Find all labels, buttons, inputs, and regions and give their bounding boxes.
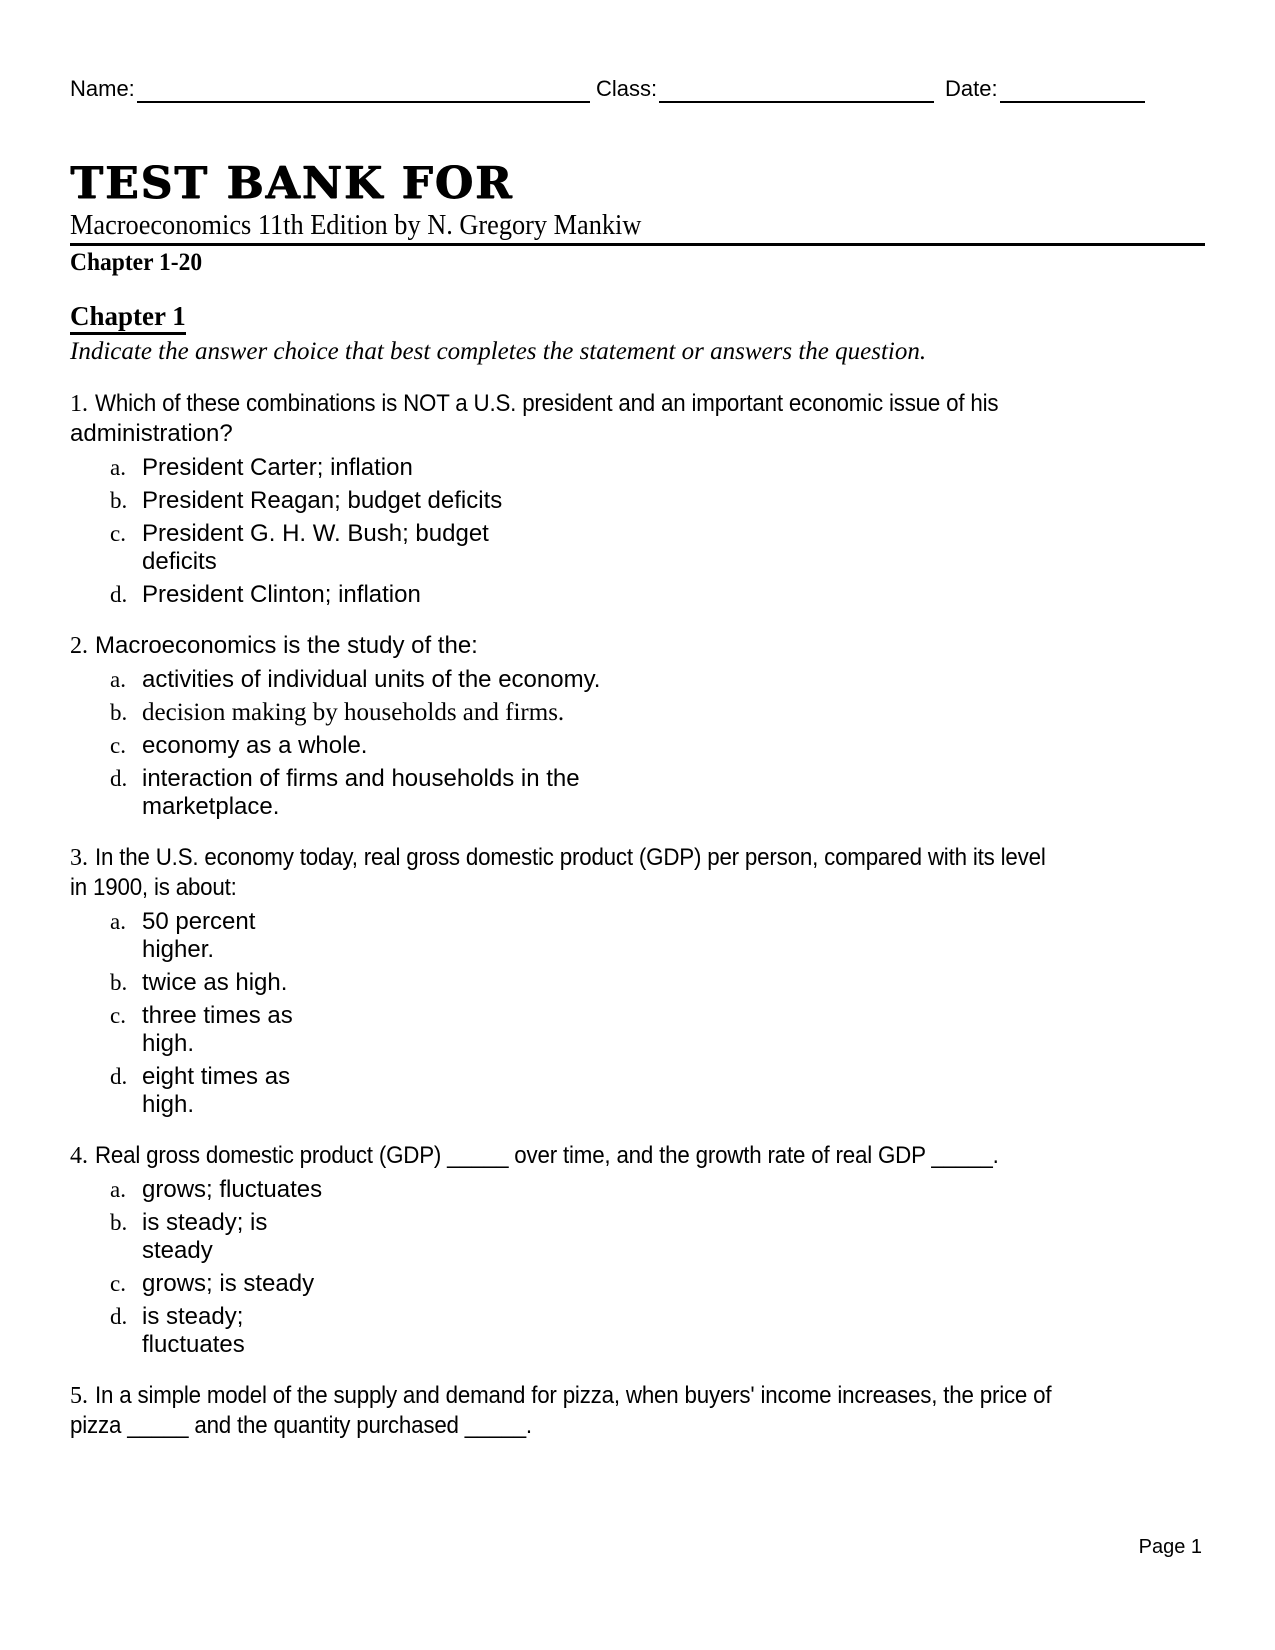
option-text-line: steady — [142, 1237, 213, 1264]
name-label: Name: — [70, 76, 135, 101]
option-letter: d. — [110, 1304, 128, 1329]
option-text — [142, 666, 600, 694]
class-label: Class: — [596, 76, 658, 101]
question-1-stem-line-1: Which of these combinations is NOT a U.S. president and an important economic issue of his — [95, 390, 999, 417]
question-4-number: 4. — [70, 1143, 88, 1169]
question-4-stem-line-1: Real gross domestic product (GDP) _____ over time, and the growth rate of real GDP _____. — [95, 1142, 999, 1169]
question-2-stem — [70, 631, 1205, 661]
date-label: Date: — [945, 76, 998, 101]
question-3-stem-line-2: in 1900, is about: — [70, 874, 237, 901]
option-text-line: marketplace. — [142, 793, 280, 820]
option-text-line: fluctuates — [142, 1331, 245, 1358]
option-text-line: 50 percent — [142, 908, 256, 935]
class-blank-line — [659, 75, 934, 103]
question-2-options — [70, 666, 1205, 821]
option-text — [142, 1303, 245, 1359]
question-1-number: 1. — [70, 391, 88, 417]
question-3-option-a — [70, 908, 1205, 964]
option-letter: d. — [110, 582, 128, 607]
option-text-line: deficits — [142, 548, 217, 575]
question-3-option-d — [70, 1063, 1205, 1119]
question-4-option-d — [70, 1303, 1205, 1359]
option-letter: d. — [110, 766, 128, 791]
question-2-option-b — [70, 699, 1205, 727]
option-text — [142, 487, 502, 515]
option-letter: d. — [110, 1064, 128, 1089]
edition-subtitle-text: Macroeconomics 11th Edition by N. Gregory Mankiw — [70, 210, 642, 241]
document-title: TEST BANK FOR — [70, 158, 514, 209]
question-1 — [70, 389, 1205, 609]
question-2-option-d — [70, 765, 1205, 821]
option-text — [142, 454, 413, 482]
title-rule — [70, 243, 1205, 246]
header-spacer — [1145, 75, 1205, 103]
option-letter: c. — [110, 521, 126, 546]
question-2-stem-line-1: Macroeconomics is the study of the: — [95, 632, 478, 659]
question-1-option-d — [70, 581, 1205, 609]
option-text — [142, 1209, 267, 1265]
option-text-line: higher. — [142, 936, 215, 963]
question-4-stem — [70, 1141, 1205, 1171]
question-5-number: 5. — [70, 1383, 88, 1409]
option-text — [142, 699, 564, 727]
question-1-stem — [70, 389, 1205, 449]
question-1-options — [70, 454, 1205, 609]
option-text — [142, 1063, 290, 1119]
edition-subtitle — [70, 211, 1205, 241]
question-3-stem — [70, 843, 1205, 903]
option-letter: b. — [110, 970, 128, 995]
question-5-stem-line-2: pizza _____ and the quantity purchased _____. — [70, 1412, 532, 1439]
question-2-option-c — [70, 732, 1205, 760]
date-field-group — [945, 75, 1145, 103]
option-letter: b. — [110, 1210, 128, 1235]
question-3-number: 3. — [70, 845, 88, 871]
question-2-option-a — [70, 666, 1205, 694]
option-text-line: decision making by households and firms. — [142, 699, 565, 726]
option-text — [142, 1002, 293, 1058]
option-text — [142, 765, 580, 821]
option-text — [142, 969, 287, 997]
question-3-option-b — [70, 969, 1205, 997]
question-5 — [70, 1381, 1205, 1441]
option-letter: b. — [110, 700, 128, 725]
option-text-line: grows; fluctuates — [142, 1176, 323, 1203]
question-4-option-c — [70, 1270, 1205, 1298]
question-1-option-a — [70, 454, 1205, 482]
name-field-group — [70, 75, 590, 103]
option-text-line: high. — [142, 1030, 195, 1057]
option-text-line: activities of individual units of the economy. — [142, 666, 601, 693]
option-text-line: President Reagan; budget deficits — [142, 487, 503, 514]
question-5-stem-line-1: In a simple model of the supply and demand for pizza, when buyers' income increases, the price of — [95, 1382, 1052, 1409]
option-letter: a. — [110, 667, 126, 692]
question-4-options — [70, 1176, 1205, 1359]
option-text — [142, 732, 367, 760]
question-5-stem — [70, 1381, 1205, 1441]
option-text — [142, 1176, 322, 1204]
option-text-line: economy as a whole. — [142, 732, 368, 759]
question-4 — [70, 1141, 1205, 1359]
question-3-options — [70, 908, 1205, 1119]
option-text-line: President Carter; inflation — [142, 454, 413, 481]
option-text-line: President G. H. W. Bush; budget — [142, 520, 489, 547]
question-4-option-a — [70, 1176, 1205, 1204]
option-text-line: three times as — [142, 1002, 293, 1029]
option-text — [142, 908, 255, 964]
question-1-option-c — [70, 520, 1205, 576]
option-text — [142, 581, 421, 609]
option-letter: a. — [110, 909, 126, 934]
option-text-line: is steady; — [142, 1303, 244, 1330]
question-2-number: 2. — [70, 633, 88, 659]
date-blank-line — [1000, 75, 1145, 103]
question-3-option-c — [70, 1002, 1205, 1058]
option-text-line: interaction of firms and households in the — [142, 765, 580, 792]
name-blank-line — [137, 75, 590, 103]
instruction-text: Indicate the answer choice that best completes the statement or answers the question. — [70, 338, 927, 365]
chapter-heading-text: Chapter 1 — [70, 301, 186, 335]
option-letter: c. — [110, 733, 126, 758]
class-field-group — [596, 75, 934, 103]
option-text-line: grows; is steady — [142, 1270, 315, 1297]
question-2 — [70, 631, 1205, 821]
fill-in-header — [70, 75, 1205, 103]
question-1-stem-line-2: administration? — [70, 420, 233, 447]
chapter-range — [70, 249, 1205, 277]
question-1-option-b — [70, 487, 1205, 515]
option-letter: c. — [110, 1271, 126, 1296]
page-number: Page 1 — [1138, 1536, 1202, 1558]
option-text-line: is steady; is — [142, 1209, 268, 1236]
chapter-range-text: Chapter 1-20 — [70, 249, 203, 276]
chapter-heading — [70, 301, 1205, 335]
option-letter: a. — [110, 455, 126, 480]
option-text-line: eight times as — [142, 1063, 291, 1090]
option-letter: b. — [110, 488, 128, 513]
option-text — [142, 1270, 314, 1298]
option-text-line: President Clinton; inflation — [142, 581, 421, 608]
option-letter: c. — [110, 1003, 126, 1028]
option-text-line: twice as high. — [142, 969, 288, 996]
question-3 — [70, 843, 1205, 1119]
question-3-stem-line-1: In the U.S. economy today, real gross domestic product (GDP) per person, compared with its level — [95, 844, 1046, 871]
option-text — [142, 520, 489, 576]
question-4-option-b — [70, 1209, 1205, 1265]
option-letter: a. — [110, 1177, 126, 1202]
option-text-line: high. — [142, 1091, 195, 1118]
